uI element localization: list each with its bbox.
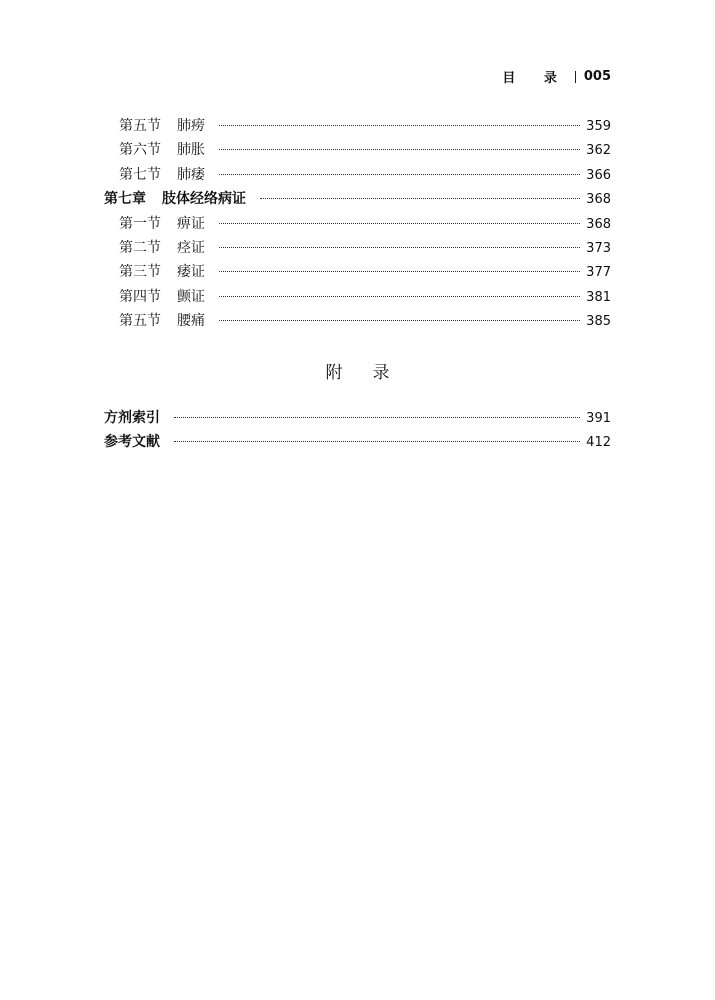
dot-leader (219, 174, 580, 175)
toc-entry-title: 肺痿 (177, 166, 205, 183)
toc-entry[interactable] (104, 114, 611, 138)
toc-entry-number: 第二节 (119, 239, 161, 256)
toc-entry[interactable] (104, 309, 611, 333)
toc-entry-title: 参考文献 (104, 434, 160, 451)
header-separator (575, 71, 576, 83)
toc-entry[interactable] (104, 138, 611, 162)
appendix-contents (104, 406, 611, 455)
toc-entry-title: 方剂索引 (104, 410, 160, 426)
dot-leader (219, 149, 580, 150)
toc-entry-title: 肢体经络病证 (162, 191, 246, 208)
toc-entry-number: 第七节 (119, 166, 161, 183)
toc-entry-page: 381 (586, 289, 611, 305)
toc-chapter-entry[interactable] (104, 187, 611, 211)
toc-entry-page: 368 (586, 216, 611, 232)
toc-entry-title: 肺胀 (177, 142, 205, 159)
toc-entry-page: 391 (586, 411, 611, 426)
running-header-title: 目 录 (502, 71, 569, 86)
running-header (502, 67, 611, 86)
toc-entry-page: 362 (586, 143, 611, 159)
toc-entry-page: 377 (586, 265, 611, 281)
toc-entry-title: 痉证 (177, 239, 205, 256)
toc-entry-page: 373 (586, 240, 611, 256)
toc-entry[interactable] (104, 236, 611, 260)
toc-appendix-entry[interactable] (104, 406, 611, 430)
toc-entry-number: 第六节 (119, 142, 161, 159)
toc-entry-number: 第七章 (104, 191, 146, 208)
appendix-heading: 附录 (325, 363, 420, 383)
toc-entry-number: 第四节 (119, 288, 161, 305)
dot-leader (219, 125, 580, 126)
toc-entry[interactable] (104, 163, 611, 187)
table-of-contents (104, 114, 611, 334)
toc-entry-title: 肺痨 (177, 118, 205, 134)
dot-leader (174, 441, 580, 442)
dot-leader (219, 320, 580, 321)
dot-leader (174, 417, 580, 418)
toc-entry-page: 385 (586, 314, 611, 330)
toc-entry-page: 412 (586, 435, 611, 451)
dot-leader (219, 223, 580, 224)
toc-appendix-entry[interactable] (104, 430, 611, 454)
toc-entry-number: 第五节 (119, 118, 161, 134)
toc-entry-title: 痹证 (177, 215, 205, 232)
dot-leader (260, 198, 580, 199)
toc-entry-title: 痿证 (177, 264, 205, 281)
toc-entry-number: 第五节 (119, 313, 161, 330)
toc-entry[interactable] (104, 260, 611, 284)
toc-entry-number: 第一节 (119, 215, 161, 232)
toc-entry-number: 第三节 (119, 264, 161, 281)
toc-entry[interactable] (104, 285, 611, 309)
dot-leader (219, 296, 580, 297)
toc-entry-page: 366 (586, 167, 611, 183)
dot-leader (219, 271, 580, 272)
page-number: 005 (583, 69, 611, 84)
toc-entry-title: 颤证 (177, 288, 205, 305)
toc-entry-title: 腰痛 (177, 313, 205, 330)
toc-entry[interactable] (104, 212, 611, 236)
toc-entry-page: 359 (586, 119, 611, 134)
toc-entry-page: 368 (586, 192, 611, 208)
dot-leader (219, 247, 580, 248)
